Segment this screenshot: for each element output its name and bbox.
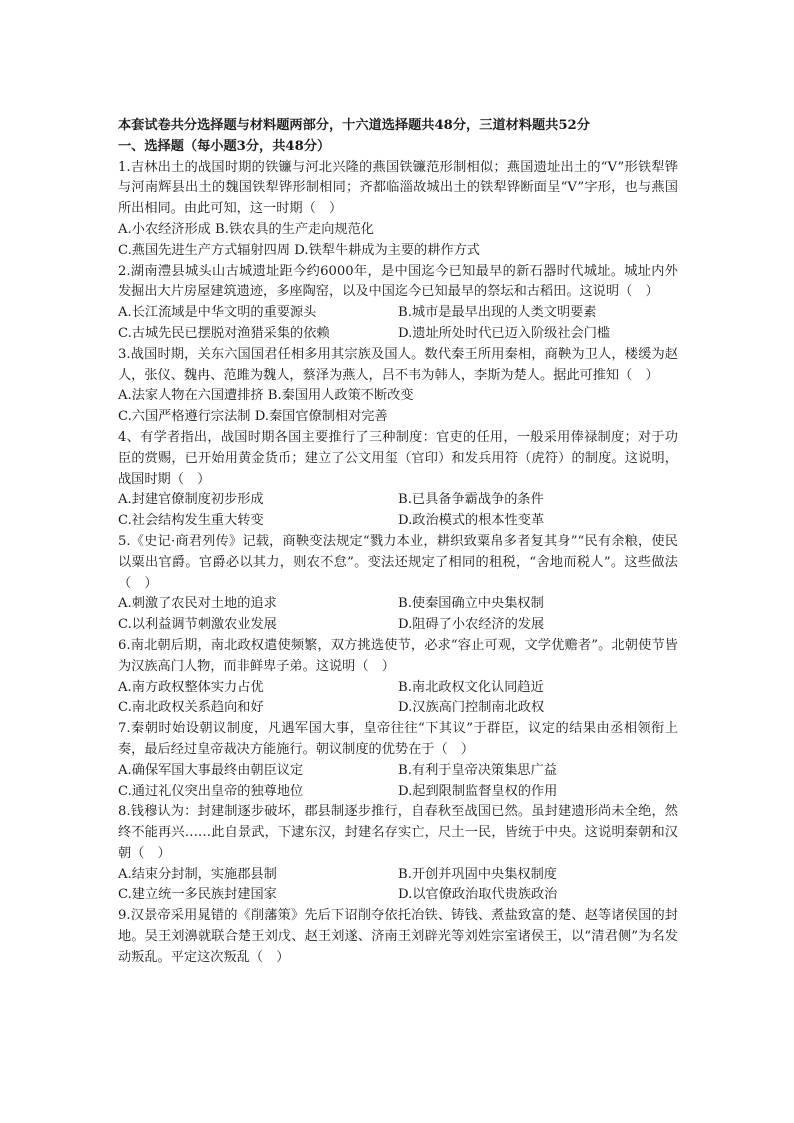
question-stem: 4、有学者指出，战国时期各国主要推行了三种制度：官吏的任用，一般采用俸禄制度；对于功臣的赏赐，已开始用黄金货币；建立了公文用玺（官印）和发兵用符（虎符）的制度。这说明，战国时期（ ）: [118, 429, 678, 487]
answer-option: C.社会结构发生重大转变: [118, 513, 264, 529]
answer-option: C.通过礼仪突出皇帝的独尊地位: [118, 783, 304, 799]
answer-option: A.南方政权整体实力占优: [118, 679, 264, 695]
answer-option: C.六国严格遵行宗法制 D.秦国官僚制相对完善: [118, 409, 388, 425]
question-block: [118, 345, 678, 428]
question-block: [118, 158, 678, 262]
answer-option: C.古城先民已摆脱对渔猎采集的依赖: [118, 325, 330, 341]
answer-option: A.确保军国大事最终由朝臣议定: [118, 762, 304, 778]
answer-option: D.阻碍了小农经济的发展: [398, 617, 545, 633]
question-block: [118, 428, 678, 532]
answer-option: B.已具备争霸战争的条件: [398, 492, 544, 508]
option-row: [118, 490, 678, 511]
answer-option: A.刺激了农民对土地的追求: [118, 596, 277, 612]
question-stem: 5.《史记·商君列传》记载，商鞅变法规定“戮力本业，耕织致粟帛多者复其身”“民有余粮，使民以粟出官爵。官爵必以其力，则农不怠”。变法还规定了相同的租税，“舍地而税人”。这些做法（ ）: [118, 533, 678, 591]
answer-option: D.遗址所处时代已迈入阶级社会门槛: [398, 325, 611, 341]
question-stem: 6.南北朝后期，南北政权遣使频繁，双方挑选使节，必求“容止可观，文学优赡者”。北朝使节皆为汉族高门人物，而非鲜卑子弟。这说明（ ）: [118, 637, 678, 674]
answer-option: A.法家人物在六国遭排挤 B.秦国用人政策不断改变: [118, 388, 414, 404]
question-stem: 8.钱穆认为：封建制逐步破坏，郡县制逐步推行，自春秋至战国已然。虽封建遗形尚未全绝，然终不能再兴……此自景武，下逮东汉，封建名存实亡，尺土一民，皆统于中央。这说明秦朝和汉朝（ ）: [118, 804, 678, 861]
question-block: [118, 906, 678, 968]
option-row: [118, 594, 678, 615]
question-stem: 1.吉林出土的战国时期的铁镰与河北兴隆的燕国铁镰范形制相似；燕国遗址出土的“V”形铁犁铧与河南辉县出土的魏国铁犁铧形制相同；齐都临淄故城出土的铁犁铧断面呈“V”字形，也与燕国所出相同。由此可知，这一时期（ ）: [118, 159, 678, 217]
option-row: [118, 865, 678, 886]
answer-option: B.南北政权文化认同趋近: [398, 679, 544, 695]
question-stem: 2.湖南澧县城头山古城遗址距今约6000年，是中国迄今已知最早的新石器时代城址。城址内外发掘出大片房屋建筑遗迹，多座陶窑，以及中国迄今已知最早的祭坛和古稻田。这说明（ ）: [118, 263, 678, 300]
answer-option: D.政治模式的根本性变革: [398, 513, 545, 529]
option-row: [118, 615, 678, 636]
option-row: [118, 698, 678, 719]
option-row: [118, 511, 678, 532]
question-block: [118, 719, 678, 802]
answer-option: B.开创并巩固中央集权制度: [398, 866, 557, 882]
answer-option: A.结束分封制，实施郡县制: [118, 866, 277, 882]
answer-option: C.建立统一多民族封建国家: [118, 887, 277, 903]
question-block: [118, 636, 678, 719]
answer-option: A.封建官僚制度初步形成: [118, 492, 264, 508]
option-row: [118, 241, 678, 262]
answer-option: A.小农经济形成 B.铁农具的生产走向规范化: [118, 221, 374, 237]
answer-option: B.使秦国确立中央集权制: [398, 596, 544, 612]
answer-option: C.南北政权关系趋向和好: [118, 700, 264, 716]
exam-content: [118, 116, 678, 969]
question-stem: 7.秦朝时始设朝议制度，凡遇军国大事，皇帝往往“下其议”于群臣，议定的结果由丞相领衔上奏，最后经过皇帝裁决方能施行。朝议制度的优势在于（ ）: [118, 721, 678, 757]
answer-option: B.城市是最早出现的人类文明要素: [398, 305, 597, 321]
option-row: [118, 782, 678, 803]
answer-option: D.以官僚政治取代贵族政治: [398, 887, 558, 903]
answer-option: D.汉族高门控制南北政权: [398, 700, 545, 716]
option-row: [118, 407, 678, 428]
answer-option: A.长江流域是中华文明的重要源头: [118, 305, 317, 321]
answer-option: C.以利益调节刺激农业发展: [118, 617, 277, 633]
question-block: [118, 802, 678, 906]
option-row: [118, 303, 678, 324]
option-row: [118, 220, 678, 241]
question-block: [118, 262, 678, 345]
answer-option: C.燕国先进生产方式辐射四周 D.铁犁牛耕成为主要的耕作方式: [118, 242, 480, 258]
exam-intro: 本套试卷共分选择题与材料题两部分，十六道选择题共48分，三道材料题共52分: [118, 118, 590, 133]
section-title: 一、选择题（每小题3分，共48分）: [118, 138, 331, 154]
answer-option: D.起到限制监督皇权的作用: [398, 783, 558, 799]
option-row: [118, 386, 678, 407]
option-row: [118, 885, 678, 906]
option-row: [118, 678, 678, 699]
option-row: [118, 324, 678, 345]
answer-option: B.有利于皇帝决策集思广益: [398, 762, 557, 778]
option-row: [118, 761, 678, 782]
question-stem: 9.汉景帝采用晁错的《削藩策》先后下诏削夺依托冶铁、铸钱、煮盐致富的楚、赵等诸侯国的封地。吴王刘濞就联合楚王刘戊、赵王刘遂、济南王刘辟光等刘姓宗室诸侯王，以“清君侧”为名发动叛乱。平定这次叛乱（ ）: [118, 908, 678, 965]
question-list: [118, 158, 678, 969]
question-block: [118, 532, 678, 636]
question-stem: 3.战国时期，关东六国国君任相多用其宗族及国人。数代秦王所用秦相，商鞅为卫人，楼缓为赵人，张仪、魏冉、范雎为魏人，蔡泽为燕人，吕不韦为韩人，李斯为楚人。据此可推知（ ）: [118, 346, 678, 383]
